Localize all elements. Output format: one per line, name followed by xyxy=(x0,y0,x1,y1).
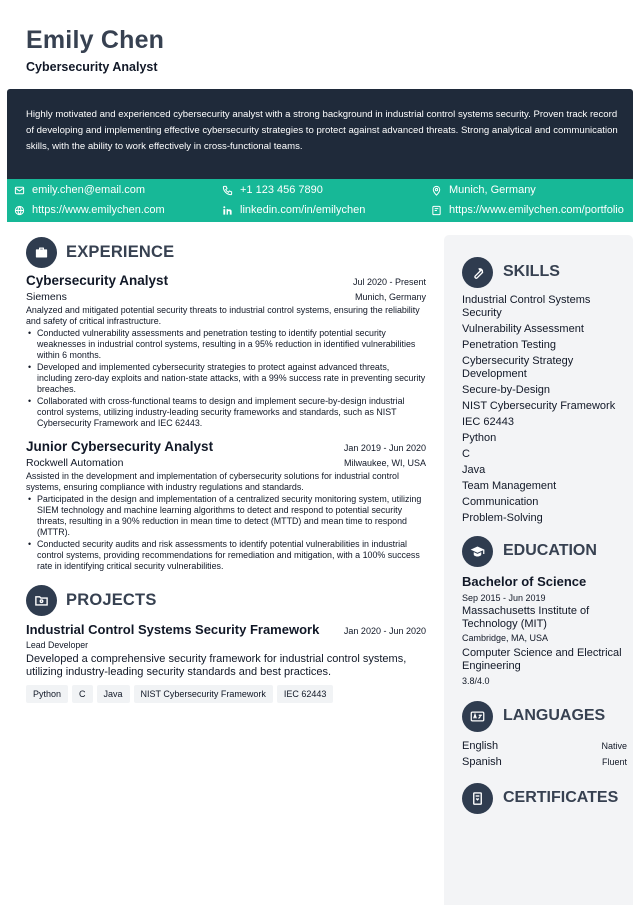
skills-title: SKILLS xyxy=(503,263,560,280)
candidate-name: Emily Chen xyxy=(26,26,165,54)
tag: Java xyxy=(97,685,130,703)
job-title: Junior Cybersecurity Analyst xyxy=(26,439,214,454)
skill-item: Secure-by-Design xyxy=(462,384,551,396)
project-date: Jan 2020 - Jun 2020 xyxy=(343,626,426,636)
skill-item: Vulnerability Assessment xyxy=(462,323,584,335)
language-level: Native xyxy=(601,741,627,751)
map-pin-icon xyxy=(431,185,442,196)
folder-icon xyxy=(26,585,57,616)
contact-bar xyxy=(7,179,633,222)
skills-heading xyxy=(462,256,627,288)
languages-heading xyxy=(462,700,627,732)
education-gpa: 3.8/4.0 xyxy=(462,676,490,686)
skill-item: Problem-Solving xyxy=(462,512,543,524)
contact-portfolio[interactable] xyxy=(431,204,624,216)
project-description: Developed a comprehensive security framework for industrial control systems, utilizing industry-leading security standards and best practices. xyxy=(26,653,407,678)
contact-website[interactable] xyxy=(14,204,165,216)
contact-phone[interactable] xyxy=(222,184,323,196)
job-description: Analyzed and mitigated potential security threats to industrial control systems, ensuring the reliability and safety of critical infrastructure. xyxy=(26,305,420,326)
job-location: Milwaukee, WI, USA xyxy=(343,458,426,468)
sidebar xyxy=(444,235,633,905)
linkedin-icon xyxy=(222,205,233,216)
candidate-title: Cybersecurity Analyst xyxy=(26,60,158,74)
job-company: Rockwell Automation xyxy=(26,457,124,469)
job-bullet: • Participated in the design and implementation of a centralized security monitoring system, utilizing SIEM technology and machine learning algorithms to detect and respond to potential security threats, resulting in a 90% reduction in mean time to detect (MTTD) and mean time to respond (MTTR). xyxy=(26,494,426,538)
job-company: Siemens xyxy=(26,291,67,303)
portfolio-text: https://www.emilychen.com/portfolio xyxy=(449,204,624,216)
linkedin-text: linkedin.com/in/emilychen xyxy=(240,204,366,216)
language-name: Spanish xyxy=(462,756,502,768)
project-entry xyxy=(26,622,426,703)
job-date: Jan 2019 - Jun 2020 xyxy=(343,443,426,453)
project-tags xyxy=(26,685,426,703)
envelope-icon xyxy=(14,185,25,196)
languages-title: LANGUAGES xyxy=(503,707,606,724)
tag: IEC 62443 xyxy=(277,685,334,703)
job-bullet: • Developed and implemented cybersecurity strategies to protect against advanced threats, including zero-day exploits and nation-state attacks, with a 99% success rate in preventing security breaches. xyxy=(26,362,426,395)
tag: C xyxy=(72,685,93,703)
project-title: Industrial Control Systems Security Framework xyxy=(26,622,320,637)
skill-item: Communication xyxy=(462,496,539,508)
website-text: https://www.emilychen.com xyxy=(32,204,165,216)
graduation-cap-icon xyxy=(462,536,493,567)
skill-item: IEC 62443 xyxy=(462,416,514,428)
wrench-icon xyxy=(462,257,493,288)
certificates-heading xyxy=(462,782,627,814)
education-heading xyxy=(462,535,627,567)
experience-heading xyxy=(26,236,426,268)
language-level: Fluent xyxy=(601,757,627,767)
job-date: Jul 2020 - Present xyxy=(352,277,426,287)
portfolio-icon xyxy=(431,205,442,216)
education-entry xyxy=(462,574,627,686)
job-entry xyxy=(26,273,426,429)
job-location: Munich, Germany xyxy=(354,292,426,302)
certificate-icon xyxy=(462,783,493,814)
education-title: EDUCATION xyxy=(503,542,597,559)
phone-text: +1 123 456 7890 xyxy=(240,184,323,196)
tag: Python xyxy=(26,685,68,703)
contact-location xyxy=(431,184,536,196)
experience-title: EXPERIENCE xyxy=(66,242,175,261)
language-icon xyxy=(462,701,493,732)
skills-list xyxy=(462,294,627,525)
job-bullets xyxy=(26,494,426,572)
education-school: Massachusetts Institute of Technology (MIT) xyxy=(462,605,590,630)
languages-list xyxy=(462,740,627,768)
contact-email[interactable] xyxy=(14,184,145,196)
language-item xyxy=(462,756,627,768)
resume-header xyxy=(26,26,164,74)
skill-item: Java xyxy=(462,464,486,476)
job-bullet: • Collaborated with cross-functional teams to design and implement secure-by-design industrial control systems, utilizing industry-leading security frameworks and standards, such as NIST Cybersecurity Framework and IEC 62443. xyxy=(26,396,426,429)
globe-icon xyxy=(14,205,25,216)
language-name: English xyxy=(462,740,499,752)
main-column xyxy=(26,236,426,703)
language-item xyxy=(462,740,627,752)
project-role: Lead Developer xyxy=(26,640,89,650)
job-title: Cybersecurity Analyst xyxy=(26,273,169,288)
projects-heading xyxy=(26,584,426,616)
email-text: emily.chen@email.com xyxy=(32,184,146,196)
skill-item: Industrial Control Systems Security xyxy=(462,294,591,319)
skill-item: Cybersecurity Strategy Development xyxy=(462,355,574,380)
location-text: Munich, Germany xyxy=(449,184,536,196)
job-bullets xyxy=(26,328,426,429)
job-entry xyxy=(26,439,426,572)
skill-item: Penetration Testing xyxy=(462,339,556,351)
tag: NIST Cybersecurity Framework xyxy=(134,685,273,703)
contact-linkedin[interactable] xyxy=(222,204,365,216)
skill-item: C xyxy=(462,448,470,460)
phone-icon xyxy=(222,185,233,196)
education-location: Cambridge, MA, USA xyxy=(462,633,549,643)
job-bullet: • Conducted security audits and risk assessments to identify potential vulnerabilities in industrial control systems, providing recommendations for remediation and mitigation, with a 100% success rate in identifying critical security vulnerabilities. xyxy=(26,539,426,572)
briefcase-icon xyxy=(26,237,57,268)
projects-title: PROJECTS xyxy=(66,590,157,609)
education-degree: Bachelor of Science xyxy=(462,574,587,589)
summary-panel xyxy=(7,89,633,179)
education-field: Computer Science and Electrical Engineering xyxy=(462,647,622,672)
education-date: Sep 2015 - Jun 2019 xyxy=(462,593,546,603)
job-description: Assisted in the development and implementation of cybersecurity solutions for industrial control systems, ensuring compliance with industry regulations and standards. xyxy=(26,471,399,492)
skill-item: Team Management xyxy=(462,480,557,492)
certificates-title: CERTIFICATES xyxy=(503,789,619,806)
skill-item: Python xyxy=(462,432,497,444)
job-bullet: • Conducted vulnerability assessments and penetration testing to identify potential security weaknesses in industrial control systems, resulting in a 95% reduction in identified vulnerabilities within 6 months. xyxy=(26,328,426,361)
skill-item: NIST Cybersecurity Framework xyxy=(462,400,616,412)
summary-text: Highly motivated and experienced cybersecurity analyst with a strong background in industrial control systems security. Proven track record of developing and implementing effective cybersecurity strategies to protect against advanced threats. Strong analytical and communication skills, with the ability to work effectively in cross-functional teams. xyxy=(26,109,618,152)
